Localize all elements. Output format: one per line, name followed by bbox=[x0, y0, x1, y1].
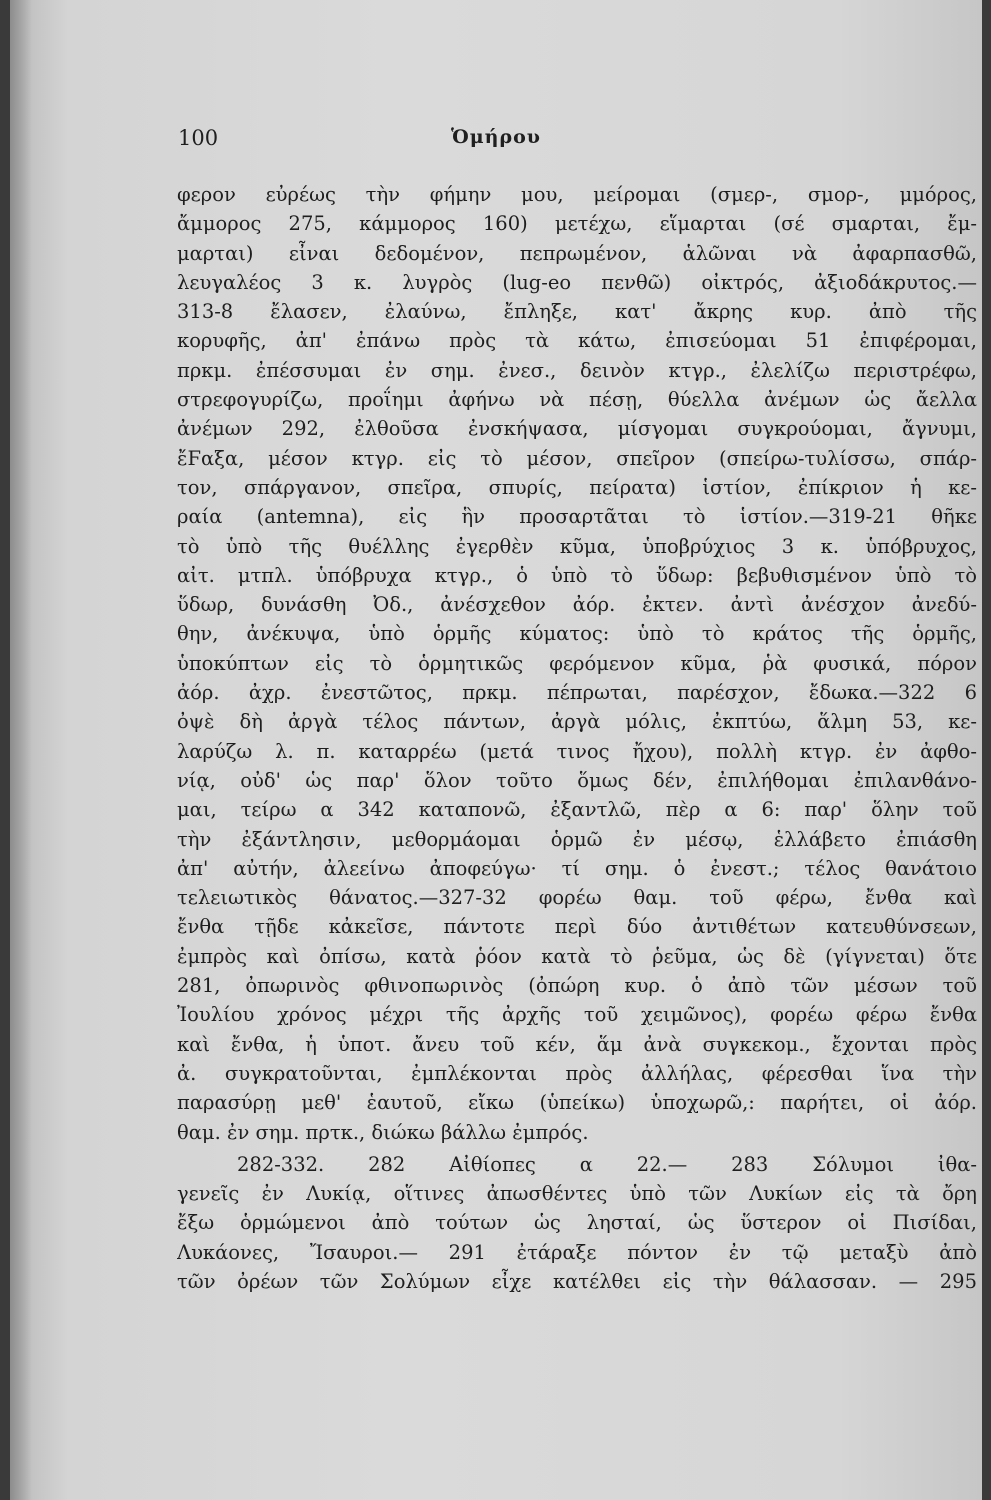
text-line: καὶ ἔνθα, ἡ ὑποτ. ἄνευ τοῦ κέν, ἅμ ἀνὰ συγκεκομ., ἔχονται πρὸς bbox=[177, 1032, 977, 1056]
text-line: ὕδωρ, δυνάσθη Ὀδ., ἀνέσχεθον ἀόρ. ἐκτεν. ἀντὶ ἀνέσχον ἀνεδύ- bbox=[177, 593, 977, 617]
commentary-text bbox=[177, 180, 977, 1296]
text-line: ἀ. συγκρατοῦνται, ἐμπλέκονται πρὸς ἀλλήλας, φέρεσθαι ἵνα τὴν bbox=[177, 1061, 977, 1085]
text-line: ραία (antemna), εἰς ἣν προσαρτᾶται τὸ ἱστίον.—319-21 θῆκε bbox=[177, 505, 977, 529]
text-line: ἔνθα τῇδε κἀκεῖσε, πάντοτε περὶ δύο ἀντιθέτων κατευθύνσεων, bbox=[177, 915, 977, 939]
text-line: ἀνέμων 292, ἐλθοῦσα ἐνσκήψασα, μίσγομαι συγκρούομαι, ἄγνυμι, bbox=[177, 417, 977, 441]
text-line: παρασύρῃ μεθ' ἑαυτοῦ, εἴκω (ὑπείκω) ὑποχωρῶ,: παρήτει, οἱ ἀόρ. bbox=[177, 1091, 977, 1115]
text-line: στρεφογυρίζω, προΐημι ἀφήνω νὰ πέσῃ, θύελλα ἀνέμων ὡς ἄελλα bbox=[177, 388, 977, 412]
text-line: ὑποκύπτων εἰς τὸ ὁρμητικῶς φερόμενον κῦμα, ῥὰ φυσικά, πόρον bbox=[177, 651, 977, 675]
text-line: τελειωτικὸς θάνατος.—327-32 φορέω θαμ. τοῦ φέρω, ἔνθα καὶ bbox=[177, 886, 977, 910]
text-line: κορυφῆς, ἀπ' ἐπάνω πρὸς τὰ κάτω, ἐπισεύομαι 51 ἐπιφέρομαι, bbox=[177, 329, 977, 353]
book-page bbox=[10, 0, 982, 1500]
text-line: Λυκάονες, Ἴσαυροι.— 291 ἐτάραξε πόντον ἐν τῷ μεταξὺ ἀπὸ bbox=[177, 1240, 977, 1264]
text-line: μαρται) εἶναι δεδομένον, πεπρωμένον, ἁλῶναι νὰ ἀφαρπασθῶ, bbox=[177, 241, 977, 265]
text-line: ἔϜαξα, μέσον κτγρ. εἰς τὸ μέσον, σπεῖρον (σπείρω-τυλίσσω, σπάρ- bbox=[177, 446, 977, 470]
text-line: 281, ὀπωρινὸς φθινοπωρινὸς (ὀπώρη κυρ. ὁ ἀπὸ τῶν μέσων τοῦ bbox=[177, 974, 977, 998]
text-line: τον, σπάργανον, σπεῖρα, σπυρίς, πείρατα) ἱστίον, ἐπίκριον ἡ κε- bbox=[177, 475, 977, 499]
text-line: ἀόρ. ἀχρ. ἐνεστῶτος, πρκμ. πέπρωται, παρέσχον, ἔδωκα.—322 6 bbox=[177, 681, 977, 705]
text-line: γενεῖς ἐν Λυκίᾳ, οἵτινες ἀπωσθέντες ὑπὸ τῶν Λυκίων εἰς τὰ ὄρη bbox=[177, 1182, 977, 1206]
text-line: αἰτ. μτπλ. ὑπόβρυχα κτγρ., ὁ ὑπὸ τὸ ὕδωρ: βεβυθισμένον ὑπὸ τὸ bbox=[177, 563, 977, 587]
text-line: ὀψὲ δὴ ἀργὰ τέλος πάντων, ἀργὰ μόλις, ἐκπτύω, ἅλμη 53, κε- bbox=[177, 710, 977, 734]
page-number: 100 bbox=[178, 126, 219, 150]
text-line: Ἰουλίου χρόνος μέχρι τῆς ἀρχῆς τοῦ χειμῶνος), φορέω φέρω ἔνθα bbox=[177, 1003, 977, 1027]
text-line: νίᾳ, οὐδ' ὡς παρ' ὅλον τοῦτο ὅμως δέν, ἐπιλήθομαι ἐπιλανθάνο- bbox=[177, 768, 977, 792]
running-title: Ὁμήρου bbox=[451, 126, 541, 148]
text-line: τὴν ἐξάντλησιν, μεθορμάομαι ὁρμῶ ἐν μέσῳ, ἑλλάβετο ἐπιάσθη bbox=[177, 827, 977, 851]
text-line: 313-8 ἔλασεν, ἐλαύνω, ἔπληξε, κατ' ἄκρης κυρ. ἀπὸ τῆς bbox=[177, 300, 977, 324]
text-line: φερον εὐρέως τὴν φήμην μου, μείρομαι (σμερ-, σμορ-, μμόρος, bbox=[177, 183, 977, 206]
text-line: θην, ἀνέκυψα, ὑπὸ ὁρμῆς κύματος: ὑπὸ τὸ κράτος τῆς ὁρμῆς, bbox=[177, 622, 977, 646]
section-heading-line: 282-332. 282 Αἰθίοπες α 22.— 283 Σόλυμοι ἰθα- bbox=[237, 1152, 977, 1176]
text-line: ἄμμορος 275, κάμμορος 160) μετέχω, εἵμαρται (σέ σμαρται, ἔμ- bbox=[177, 212, 977, 236]
text-line: τὸ ὑπὸ τῆς θυέλλης ἐγερθὲν κῦμα, ὑποβρύχιος 3 κ. ὑπόβρυχος, bbox=[177, 534, 977, 558]
text-line: τῶν ὀρέων τῶν Σολύμων εἶχε κατέλθει εἰς τὴν θάλασσαν. — 295 bbox=[177, 1269, 977, 1293]
text-line: πρκμ. ἐπέσσυμαι ἐν σημ. ἐνεσ., δεινὸν κτγρ., ἐλελίζω περιστρέφω, bbox=[177, 358, 977, 382]
text-line: λαρύζω λ. π. καταρρέω (μετά τινος ἤχου), πολλὴ κτγρ. ἐν ἀφθο- bbox=[177, 739, 977, 763]
text-line: ἀπ' αὐτήν, ἀλεείνω ἀποφεύγω· τί σημ. ὁ ἐνεστ.; τέλος θανάτοιο bbox=[177, 856, 977, 880]
text-line: λευγαλέος 3 κ. λυγρὸς (lug-eo πενθῶ) οἰκτρός, ἀξιοδάκρυτος.— bbox=[177, 270, 977, 294]
text-line: ἔξω ὁρμώμενοι ἀπὸ τούτων ὡς λησταί, ὡς ὕστερον οἱ Πισίδαι, bbox=[177, 1211, 977, 1235]
text-line: μαι, τείρω α 342 καταπονῶ, ἐξαντλῶ, πὲρ α 6: παρ' ὅλην τοῦ bbox=[177, 798, 977, 822]
text-line: θαμ. ἐν σημ. πρτκ., διώκω βάλλω ἐμπρός. bbox=[177, 1120, 589, 1144]
text-line: ἐμπρὸς καὶ ὀπίσω, κατὰ ῥόον κατὰ τὸ ῥεῦμα, ὡς δὲ (γίγνεται) ὅτε bbox=[177, 944, 977, 968]
page-header bbox=[10, 122, 982, 152]
